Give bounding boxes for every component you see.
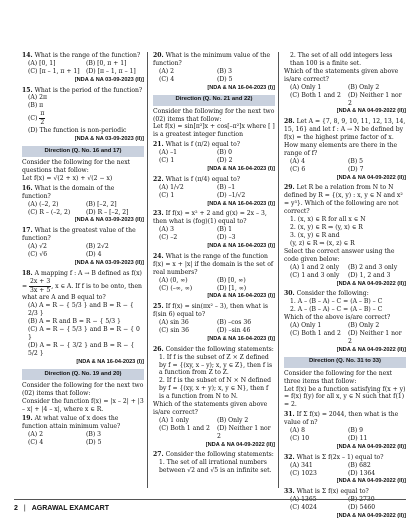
option-d: (D) 5460 <box>348 504 376 512</box>
source-tag: [NDA & NA 16-04-2023 (I)] <box>207 84 275 91</box>
option-b: (B) 2 and 3 only <box>348 263 398 271</box>
statement-2: 2. If f is the subset of N × N defined by f = {(xy, x + y); x, y ∈ N}, then f is a function from N to N. <box>159 377 271 401</box>
option-c: (C) √6 <box>28 250 48 258</box>
option-b: (B) A = R and B = R − { 5/3 } <box>28 318 121 326</box>
statement-1: 1. (x, x) ∈ R for all x ∈ N <box>290 216 366 224</box>
question-26: 26. Consider the following statements: 1. If f is the subset of Z × Z defined by f = {(xy, x – y); x, y ∈ Z}, then f is a function from Z to Z. 2. If f is the subset of N × N defined by f = {(xy, x + y); x, y ∈ N}, then f is a function from N to N. Which of the statements given above is/are correct? (A) 1 only (B) Only 2 (C) Both 1 and 2 (D) Neither 1 nor 2 [NDA & NA 04-09-2022 (II)] <box>153 345 275 448</box>
option-c: (C) $\frac{\pi}{2}$ <box>28 110 45 127</box>
option-b: (B) [0, ∞) <box>217 276 246 284</box>
option-d: (D) Neither 1 nor 2 <box>217 424 271 440</box>
option-a: (A) 1 only <box>159 416 189 424</box>
source-tag: [NDA & NA 16-04-2023 (I)] <box>207 293 275 300</box>
direction-text: Consider the following for the next three items that follow: Let f(x) be a function satisfying f(x + y) = f(x) f(y) for all x, y ∈ N such that f(1) = 2. <box>284 369 406 409</box>
option-b: (B) 3 <box>86 431 102 439</box>
option-d: (D) –sin 46 <box>217 326 251 334</box>
option-c: (C) 4 <box>28 439 44 447</box>
question-20: 20. What is the minimum value of the function? (A) 2 (B) 3 (C) 4 (D) 5 [NDA & NA 16-04-2023 (I)] <box>153 52 275 91</box>
option-c: (C) 1023 <box>290 469 317 477</box>
question-15: 15. What is the period of the function? (A) 2π (B) π (C) $\frac{\pi}{2}$ (D) The function is non-periodic [NDA & NA 03-09-2023 (II)] <box>22 86 144 143</box>
question-16: 16. What is the domain of the function? (A) (–2, 2) (B) [–2, 2] (C) R – (–2, 2) (D) R – [–2, 2] [NDA & NA 03-09-2023 (II)] <box>22 184 144 224</box>
question-18: 18. A mapping f : A → B defined as f(x) = $\frac{2x + 3}{3x + 5}$ , x ∈ A. If f is to be onto, then what are A and B equal to? (A) A = R − { 5/3 } and B = R − { 2/3 } (B) A = R and B = R − { 5/3 } (C) A = R − { 5/3 } and B = R − { 0 } (D) A = R − { 3/2 } and B = R − { 5/2 } [NDA & NA 16-04-2023 (I)] <box>22 269 144 365</box>
source-tag: [NDA & NA 04-09-2022 (II)] <box>336 174 406 181</box>
option-a: (A) (–2, 2) <box>28 200 59 208</box>
source-tag: [NDA & NA 16-04-2023 (I)] <box>76 358 144 365</box>
option-a: (A) 2π <box>28 94 47 102</box>
option-a: (A) sin 36 <box>159 319 189 327</box>
source-tag: [NDA & NA 04-09-2022 (II)] <box>205 441 275 448</box>
question-17: 17. What is the greatest value of the function? (A) √2 (B) 2√2 (C) √6 (D) 4 [NDA & NA 03-09-2023 (II)] <box>22 227 144 266</box>
source-tag: [NDA & NA 16-04-2023 (I)] <box>207 200 275 207</box>
direction-heading: Direction (Q. No. 31 to 33) <box>284 357 406 368</box>
option-d: (D) [1, ∞) <box>217 284 247 292</box>
option-d: (D) Neither 1 nor 2 <box>348 329 402 345</box>
column-divider <box>278 52 279 488</box>
question-24: 24. What is the range of the function f(x) = x + |x| if the domain is the set of real numbers? (A) (0, ∞) (B) [0, ∞) (C) (–∞, ∞) (D) [1, ∞) [NDA & NA 16-04-2023 (I)] <box>153 252 275 300</box>
option-b: (B) 3 <box>217 67 233 75</box>
source-tag: [NDA & NA 04-09-2022 (II)] <box>336 443 406 450</box>
option-d: (D) [π – 1, π – 1] <box>86 67 136 75</box>
option-b: (B) Only 2 <box>217 416 249 424</box>
option-c: (C) Both 1 and 2 <box>290 329 341 337</box>
question-27-continued: 2. The set of all odd integers less than 100 is a finite set. Which of the statements given above is/are correct? (A) Only 1 (B) Only 2 (C) Both 1 and 2 (D) Neither 1 nor 2 [NDA & NA 04-09-2022 (II)] <box>284 52 406 115</box>
source-tag: [NDA & NA 04-09-2022 (II)] <box>336 108 406 115</box>
source-tag: [NDA & NA 16-04-2023 (I)] <box>207 166 275 173</box>
source-tag: [NDA & NA 03-09-2023 (II)] <box>74 136 144 143</box>
option-c: (C) R – (–2, 2) <box>28 208 71 216</box>
option-a: (A) 1/√2 <box>159 183 184 191</box>
option-c: (C) Both 1 and 2 <box>159 424 210 432</box>
source-tag: [NDA & NA 04-09-2022 (II)] <box>336 346 406 353</box>
source-tag: [NDA & NA 16-04-2023 (I)] <box>207 335 275 342</box>
question-19: 19. At what value of x does the function attain minimum value? (A) 2 (B) 3 (C) 4 (D) 5 <box>22 415 144 447</box>
question-21: 21. What is f (π/2) equal to? (A) –1 (B) 0 (C) 1 (D) 2 [NDA & NA 16-04-2023 (I)] <box>153 141 275 173</box>
option-a: (A) Only 1 <box>290 83 322 91</box>
column-1 <box>22 52 144 450</box>
direction-text: Consider the following for the next two (02) items that follow: Consider the function f(x) = |x – 2| + |3 – x| + |4 – x|, where x ∈ R. <box>22 381 144 413</box>
option-d: (D) The function is non-periodic <box>28 127 127 135</box>
question-22: 22. What is f (π/4) equal to? (A) 1/√2 (B) –1 (C) 1 (D) –1/√2 [NDA & NA 16-04-2023 (I)] <box>153 175 275 207</box>
option-d: (D) –1/√2 <box>217 191 246 199</box>
option-a: (A) Only 1 <box>290 321 322 329</box>
direction-text: Consider the following for the next two (02) items that follow: Let f(x) = sin[π²]x + cos[–π²]x where [ ] is a greatest integer function <box>153 107 275 139</box>
option-b: (B) 1 <box>217 226 233 234</box>
column-3 <box>284 52 406 523</box>
brand-name: AGRAWAL EXAMCART <box>31 505 109 512</box>
option-a: (A) 341 <box>290 461 313 469</box>
option-a: (A) (0, ∞) <box>159 276 188 284</box>
option-a: (A) 2 <box>28 431 43 439</box>
option-d: (D) R – [–2, 2] <box>86 208 129 216</box>
source-tag: [NDA & NA 16-04-2023 (I)] <box>207 243 275 250</box>
question-14: 14. What is the range of the function? (A) [0, 1] (B) [0, π + 1] (C) [π – 1, π + 1] (D) [π – 1, π – 1] [NDA & NA 03-09-2023 (II)] <box>22 52 144 83</box>
statement-3: 3. (x, y) ∈ R and <box>290 231 340 239</box>
option-a: (A) 1 and 2 only <box>290 263 340 271</box>
option-c: (C) A = R − { 5/3 } and B = R − { 0 } <box>28 326 140 342</box>
page-footer <box>14 499 406 513</box>
option-a: (A) A = R − { 5/3 } and B = R − { 2/3 } <box>28 302 134 318</box>
option-d: (D) 5 <box>217 75 233 83</box>
option-c: (C) 1 <box>159 157 175 165</box>
statement-1: 1. The set of all irrational numbers between √2 and √5 is an infinite set. <box>159 459 272 475</box>
option-c: (C) 1 <box>159 191 175 199</box>
question-27: 27. Consider the following statements: 1. The set of all irrational numbers between √2 and √5 is an infinite set. <box>153 451 274 475</box>
option-c: (C) [π – 1, π + 1] <box>28 67 80 75</box>
statement-2: 2. The set of all odd integers less than 100 is a finite set. <box>290 52 393 67</box>
option-b: (B) –cos 36 <box>217 319 252 327</box>
option-b: (B) 682 <box>348 461 371 469</box>
source-tag: [NDA & NA 04-09-2022 (II)] <box>336 478 406 485</box>
option-b: (B) 5 <box>348 157 364 165</box>
option-a: (A) 1365 <box>290 496 317 504</box>
statement-1: 1. A – (B – A) – C = (A – B) – C <box>290 298 383 306</box>
option-d: (D) 1364 <box>348 469 376 477</box>
direction-text: Consider the following for the next questions that follow: Let f(x) = √(2 + x) + √(2 − x) <box>22 159 131 182</box>
direction-heading: Direction (Q. No. 21 and 22) <box>153 95 275 106</box>
option-b: (B) Only 2 <box>348 321 380 329</box>
source-tag: [NDA & NA 04-09-2022 (II)] <box>336 513 406 520</box>
option-d: (D) 7 <box>348 165 364 173</box>
option-a: (A) √2 <box>28 243 47 251</box>
option-c: (C) 4 <box>159 75 175 83</box>
question-23: 23. If f(x) = x² + 2 and g(x) = 2x – 3, then what is (fog)(1) equal to? (A) 3 (B) 1 (C) –2 (D) –3 [NDA & NA 16-04-2023 (I)] <box>153 210 275 250</box>
statement-2: 2. (x, y) ∈ R ⇒ (y, x) ∈ R <box>290 224 363 232</box>
option-b: (B) 9 <box>348 427 364 435</box>
question-25: 25. If f(x) = sin(πx² – 3), then what is f(sin 6) equal to? (A) sin 36 (B) –cos 36 (C) sin 36 (D) –sin 46 [NDA & NA 16-04-2023 (I)] <box>153 303 275 342</box>
source-tag: [NDA & NA 03-09-2023 (II)] <box>74 76 144 83</box>
source-tag: [NDA & NA 03-09-2023 (II)] <box>74 259 144 266</box>
direction-heading: Direction (Q. No. 19 and 20) <box>22 369 144 380</box>
option-a: (A) –1 <box>159 149 178 157</box>
option-d: (D) 4 <box>86 250 102 258</box>
option-b: (B) –1 <box>217 183 236 191</box>
option-b: (B) 0 <box>217 149 233 157</box>
option-d: (D) Neither 1 nor 2 <box>348 91 402 107</box>
option-c: (C) 10 <box>290 435 310 443</box>
option-c: (C) sin 36 <box>159 326 190 334</box>
option-d: (D) A = R − { 3/2 } and B = R − { 5/2 } <box>28 341 135 357</box>
option-d: (D) 11 <box>348 435 368 443</box>
option-a: (A) [0, 1] <box>28 59 56 67</box>
option-d: (D) 5 <box>86 439 102 447</box>
page-number: 2 <box>14 505 18 512</box>
question-33: 33. What is Σ f(x) equal to? (A) 1365 (B) 2730 (C) 4024 (D) 5460 [NDA & NA 04-09-2022 (II)] <box>284 488 406 520</box>
question-30: 30. Consider the following: 1. A – (B – A) – C = (A – B) – C 2. A – (B – A) – C = (A – B) – C Which of the above is/are correct? (A) Only 1 (B) Only 2 (C) Both 1 and 2 (D) Neither 1 nor 2 [NDA & NA 04-09-2022 (II)] <box>284 290 406 353</box>
option-d: (D) 1, 2 and 3 <box>348 271 391 279</box>
option-d: (D) 2 <box>217 157 233 165</box>
option-b: (B) 2√2 <box>86 243 109 251</box>
question-28: 28. Let A = {7, 8, 9, 10, 11, 12, 13, 14, 15, 16} and let f : A → N be defined by f(x) = the highest prime factor of x. How many elements are there in the range of f? (A) 4 (B) 5 (C) 6 (D) 7 [NDA & NA 04-09-2022 (II)] <box>284 118 406 181</box>
option-c: (C) 4024 <box>290 504 317 512</box>
column-divider <box>147 52 148 488</box>
option-a: (A) 4 <box>290 157 305 165</box>
option-b: (B) [0, π + 1] <box>86 59 127 67</box>
option-c: (C) 1 and 3 only <box>290 271 340 279</box>
question-31: 31. If Σ f(x) = 2044, then what is the value of n? (A) 8 (B) 9 (C) 10 (D) 11 [NDA & NA 04-09-2022 (II)] <box>284 411 406 450</box>
option-b: (B) π <box>28 102 44 110</box>
option-c: (C) (–∞, ∞) <box>159 284 193 292</box>
source-tag: [NDA & NA 04-09-2022 (II)] <box>336 280 406 287</box>
option-b: (B) Only 2 <box>348 83 380 91</box>
option-b: (B) [–2, 2] <box>86 200 117 208</box>
option-c: (C) 6 <box>290 165 306 173</box>
question-32: 32. What is Σ f(2x – 1) equal to? (A) 341 (B) 682 (C) 1023 (D) 1364 [NDA & NA 04-09-2022 (II)] <box>284 453 406 485</box>
option-a: (A) 2 <box>159 67 174 75</box>
statement-1: 1. If f is the subset of Z × Z defined by f = {(xy, x – y); x, y ∈ Z}, then f is a function from Z to Z. <box>159 353 273 377</box>
option-c: (C) –2 <box>159 234 178 242</box>
option-c: (C) Both 1 and 2 <box>290 91 341 99</box>
statement-2: 2. A – (B – A) – C = (A – B) – C <box>290 306 383 314</box>
source-tag: [NDA & NA 03-09-2023 (II)] <box>74 217 144 224</box>
option-a: (A) 3 <box>159 226 174 234</box>
option-b: (B) 2730 <box>348 496 375 504</box>
option-a: (A) 8 <box>290 427 305 435</box>
column-2 <box>153 52 275 478</box>
question-29: 29. Let R be a relation from N to N defined by R = {(x, y) : x, y ∈ N and x² = y³}. Which of the following are not correct? 1. (x, x) ∈ R for all x ∈ N 2. (x, y) ∈ R ⇒ (y, x) ∈ R 3. (x, y) ∈ R and (y, z) ∈ R ⇒ (x, z) ∈ R Select the correct answer using the code given below: (A) 1 and 2 only (B) 2 and 3 only (C) 1 and 3 only (D) 1, 2 and 3 [NDA & NA 04-09-2022 (II)] <box>284 184 406 287</box>
footer-separator: | <box>23 505 26 512</box>
option-d: (D) –3 <box>217 234 236 242</box>
direction-heading: Direction (Q. No. 16 and 17) <box>22 146 144 157</box>
